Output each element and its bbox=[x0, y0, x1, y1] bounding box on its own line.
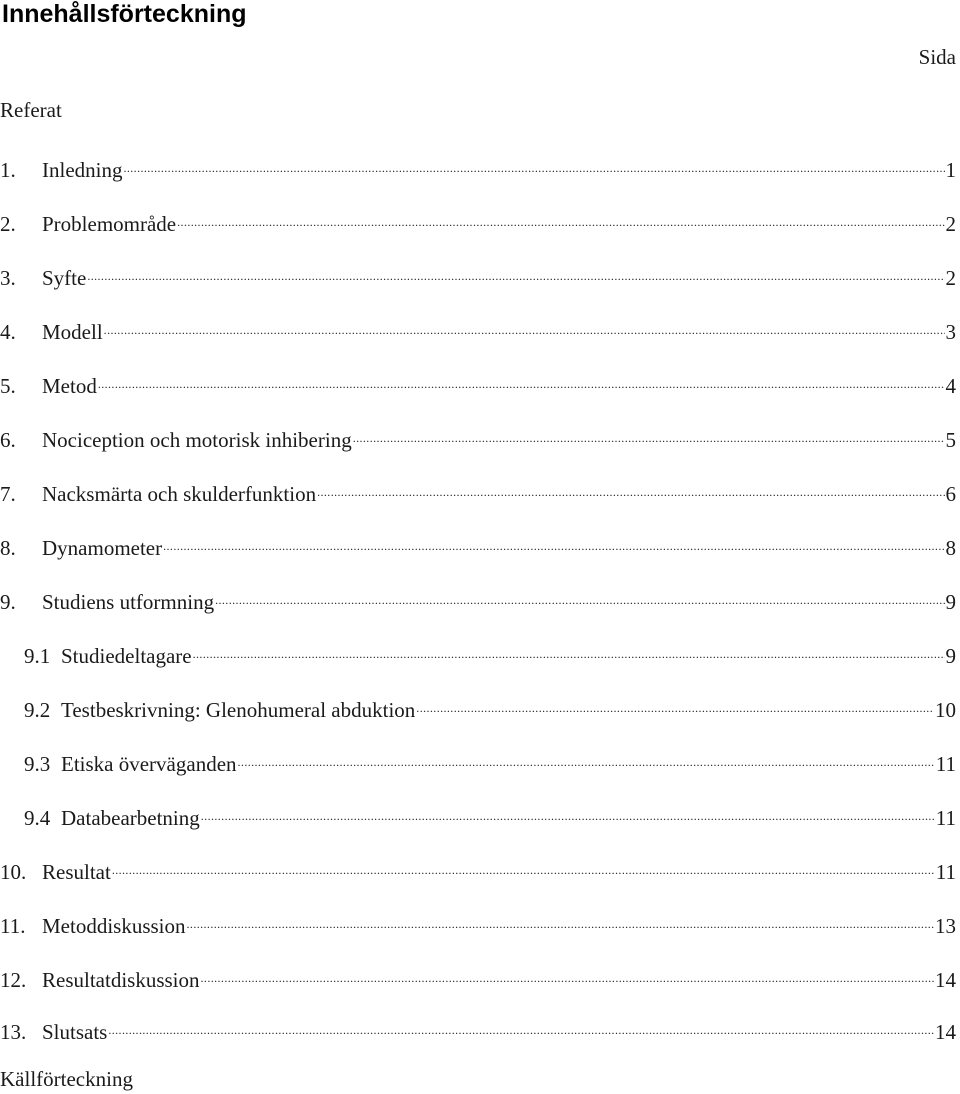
toc-entry-page: 4 bbox=[945, 374, 956, 398]
toc-dot-leader bbox=[353, 421, 945, 447]
toc-entry-number: 11. bbox=[0, 914, 26, 938]
toc-entry-page: 14 bbox=[935, 1020, 956, 1044]
toc-entry-page: 1 bbox=[945, 158, 956, 182]
toc-entry-number: 13. bbox=[0, 1020, 27, 1044]
toc-entry[interactable] bbox=[0, 313, 956, 344]
toc-entry[interactable] bbox=[0, 583, 956, 614]
toc-entry-label: Nacksmärta och skulderfunktion bbox=[42, 482, 317, 506]
toc-entry-page: 8 bbox=[945, 536, 956, 560]
toc-entry-page: 11 bbox=[935, 860, 956, 884]
toc-entry-page: 11 bbox=[935, 806, 956, 830]
toc-entry-referat: Referat bbox=[0, 98, 62, 122]
toc-entry-page: 14 bbox=[935, 968, 956, 992]
toc-dot-leader bbox=[177, 205, 944, 231]
toc-entry-label: Resultat bbox=[42, 860, 111, 884]
toc-entry-page: 11 bbox=[935, 752, 956, 776]
toc-entry-number: 9.3 bbox=[24, 752, 51, 776]
toc-entry-page: 2 bbox=[945, 212, 956, 236]
toc-entry-number: 4. bbox=[0, 320, 16, 344]
toc-entry-number: 10. bbox=[0, 860, 27, 884]
toc-entry-number: 9.2 bbox=[24, 698, 51, 722]
toc-entry-kallforteckning: Källförteckning bbox=[0, 1067, 133, 1091]
toc-dot-leader bbox=[112, 853, 935, 879]
document-title: Innehållsförteckning bbox=[2, 0, 247, 28]
toc-dot-leader bbox=[193, 637, 945, 663]
toc-entry[interactable] bbox=[0, 205, 956, 236]
toc-entry-number: 5. bbox=[0, 374, 16, 398]
toc-dot-leader bbox=[123, 151, 944, 177]
toc-dot-leader bbox=[238, 745, 935, 771]
toc-dot-leader bbox=[108, 1013, 934, 1039]
toc-entry-number: 3. bbox=[0, 266, 16, 290]
toc-entry[interactable] bbox=[0, 961, 956, 992]
toc-dot-leader bbox=[317, 475, 944, 501]
toc-subentry[interactable] bbox=[24, 691, 956, 722]
page-column-label: Sida bbox=[918, 45, 956, 69]
toc-entry-label: Testbeskrivning: Glenohumeral abduktion bbox=[61, 698, 416, 722]
toc-entry-page: 5 bbox=[945, 428, 956, 452]
toc-entry[interactable] bbox=[0, 151, 956, 182]
toc-entry-label: Resultatdiskussion bbox=[42, 968, 200, 992]
toc-entry[interactable] bbox=[0, 1013, 956, 1044]
toc-dot-leader bbox=[416, 691, 934, 717]
toc-entry-label: Problemområde bbox=[42, 212, 177, 236]
toc-entry[interactable] bbox=[0, 259, 956, 290]
toc-entry-number: 9.4 bbox=[24, 806, 51, 830]
toc-entry[interactable] bbox=[0, 367, 956, 398]
toc-entry-number: 9. bbox=[0, 590, 16, 614]
toc-entry-number: 6. bbox=[0, 428, 16, 452]
toc-entry-page: 2 bbox=[945, 266, 956, 290]
toc-entry[interactable] bbox=[0, 475, 956, 506]
toc-dot-leader bbox=[87, 259, 944, 285]
toc-entry-page: 13 bbox=[935, 914, 956, 938]
toc-entry-label: Studiens utformning bbox=[42, 590, 215, 614]
toc-dot-leader bbox=[187, 907, 934, 933]
toc-entry-number: 9.1 bbox=[24, 644, 51, 668]
toc-entry-label: Dynamometer bbox=[42, 536, 163, 560]
toc-entry-label: Modell bbox=[42, 320, 103, 344]
toc-subentry[interactable] bbox=[24, 745, 956, 776]
toc-entry-label: Studiedeltagare bbox=[61, 644, 192, 668]
toc-entry[interactable] bbox=[0, 529, 956, 560]
toc-entry-label: Nociception och motorisk inhibering bbox=[42, 428, 352, 452]
toc-dot-leader bbox=[98, 367, 945, 393]
toc-subentry[interactable] bbox=[24, 637, 956, 668]
toc-entry[interactable] bbox=[0, 421, 956, 452]
toc-entry-number: 1. bbox=[0, 158, 16, 182]
toc-entry-label: Syfte bbox=[42, 266, 87, 290]
toc-entry[interactable] bbox=[0, 907, 956, 938]
toc-entry-page: 3 bbox=[945, 320, 956, 344]
toc-dot-leader bbox=[104, 313, 945, 339]
toc-entry-label: Slutsats bbox=[42, 1020, 108, 1044]
toc-entry-label: Metoddiskussion bbox=[42, 914, 186, 938]
toc-dot-leader bbox=[201, 961, 934, 987]
toc-entry-page: 9 bbox=[945, 644, 956, 668]
toc-entry-number: 7. bbox=[0, 482, 16, 506]
toc-entry-number: 8. bbox=[0, 536, 16, 560]
toc-entry-number: 2. bbox=[0, 212, 16, 236]
toc-dot-leader bbox=[201, 799, 935, 825]
toc-entry-page: 9 bbox=[945, 590, 956, 614]
toc-entry-page: 10 bbox=[935, 698, 956, 722]
toc-entry-label: Metod bbox=[42, 374, 97, 398]
toc-entry[interactable] bbox=[0, 853, 956, 884]
toc-entry-label: Inledning bbox=[42, 158, 123, 182]
toc-dot-leader bbox=[215, 583, 944, 609]
toc-entry-label: Databearbetning bbox=[61, 806, 200, 830]
toc-subentry[interactable] bbox=[24, 799, 956, 830]
toc-entry-label: Etiska överväganden bbox=[61, 752, 237, 776]
toc-entry-page: 6 bbox=[945, 482, 956, 506]
toc-entry-number: 12. bbox=[0, 968, 27, 992]
toc-dot-leader bbox=[163, 529, 944, 555]
